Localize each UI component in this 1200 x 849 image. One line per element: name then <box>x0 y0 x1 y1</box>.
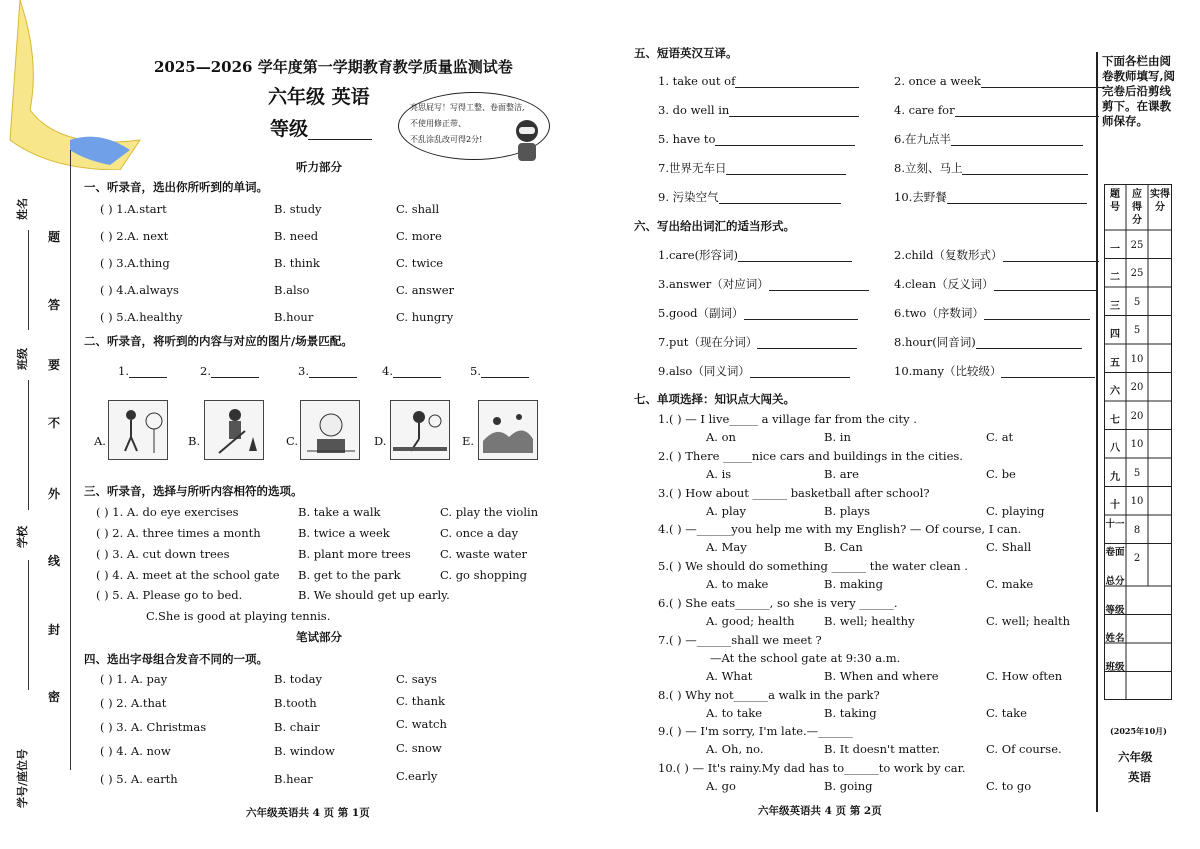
option-a: A. play <box>706 504 747 518</box>
word-form-item: 4.clean（反义词） <box>894 277 1098 291</box>
option-b: B. need <box>274 229 319 243</box>
pic-label: D. <box>374 434 387 448</box>
option-b: B. think <box>274 256 320 270</box>
row-number: 三 <box>1110 301 1120 312</box>
translate-item: 10.去野餐 <box>894 190 1087 204</box>
option-c: C. waste water <box>440 547 528 561</box>
q-stem: ( ) 1. A. do eye exercises <box>96 505 239 519</box>
row-number: 二 <box>1110 272 1120 283</box>
translate-item: 1. take out of <box>658 74 859 88</box>
option-b: B. making <box>824 577 883 591</box>
option-b: B. study <box>274 202 322 216</box>
side-label-class: 班级 <box>16 348 29 370</box>
eating-picture <box>300 400 360 460</box>
row-score: 2 <box>1133 553 1141 564</box>
mc-question: 4.( ) —______you help me with my English? — Of course, I can. <box>658 522 1022 536</box>
translate-item: 7.世界无车日 <box>658 161 846 175</box>
score-header: 实得分 <box>1150 189 1170 213</box>
seal-char: 密 <box>48 690 61 704</box>
row-score: 10 <box>1130 354 1144 365</box>
row-number: 四 <box>1110 329 1120 340</box>
word-form-item: 5.good（副词） <box>658 306 858 320</box>
section7-title: 七、单项选择：知识点大闯关。 <box>634 392 795 406</box>
q-stem: ( ) 4. A. now <box>100 744 171 758</box>
option-b: B. chair <box>274 720 320 734</box>
row-number: 一 <box>1110 244 1120 255</box>
pic-label: E. <box>462 434 475 448</box>
q-stem: ( ) 3.A.thing <box>100 256 170 270</box>
option-c: C. well; health <box>986 614 1071 628</box>
row-score: 25 <box>1130 240 1144 251</box>
section3-title: 三、听录音，选择与所听内容相符的选项。 <box>84 484 303 498</box>
row-number: 十一 <box>1105 519 1125 530</box>
word-form-item: 9.also（同义词） <box>658 364 850 378</box>
option-c: C. answer <box>396 283 455 297</box>
listening-title: 听力部分 <box>296 160 342 174</box>
row-score: 10 <box>1130 496 1144 507</box>
mc-question: 9.( ) — I'm sorry, I'm late.—______ <box>658 724 853 738</box>
mc-question: 1.( ) — I live_____ a village far from the city . <box>658 412 917 426</box>
option-a: A. May <box>706 540 747 554</box>
section6-title: 六、写出给出词汇的适当形式。 <box>634 219 795 233</box>
bubble-line: 不使用修正带、 <box>410 119 466 128</box>
row-number: 五 <box>1110 358 1120 369</box>
q-stem: ( ) 2. A.that <box>100 696 167 710</box>
word-form-item: 8.hour(同音词) <box>894 335 1082 349</box>
score-notice: 下面各栏由阅卷教师填写,阅完卷后沿剪线剪下。在课教师保存。 <box>1102 54 1176 128</box>
option-b: B. are <box>824 467 859 481</box>
seal-char: 线 <box>48 554 61 568</box>
option-c: C. be <box>986 467 1016 481</box>
level-label: 等级 <box>270 118 372 140</box>
option-a: A. good; health <box>706 614 795 628</box>
row-total: 总分 <box>1105 576 1125 587</box>
option-a: A. on <box>706 430 736 444</box>
mc-question: 2.( ) There _____nice cars and buildings in the cities. <box>658 449 963 463</box>
exam-title: 2025—2026 学年度第一学期教育教学质量监测试卷 <box>154 58 513 76</box>
option-c: C. shall <box>396 202 440 216</box>
option-a: A. What <box>706 669 753 683</box>
option-c: C. twice <box>396 256 444 270</box>
option-c: C. make <box>986 577 1034 591</box>
option-c: C. hungry <box>396 310 454 324</box>
q-stem: ( ) 4. A. meet at the school gate <box>96 568 280 582</box>
section2-title: 二、听录音，将听到的内容与对应的图片/场景匹配。 <box>84 334 353 348</box>
row-number: 八 <box>1110 443 1120 454</box>
q-stem: ( ) 1. A. pay <box>100 672 168 686</box>
option-c: C. at <box>986 430 1014 444</box>
translate-item: 3. do well in <box>658 103 859 117</box>
translate-item: 8.立刻、马上 <box>894 161 1088 175</box>
match-blank: 5. <box>470 364 529 378</box>
row-score: 5 <box>1133 297 1141 308</box>
q-stem: ( ) 5. A. Please go to bed. <box>96 588 243 602</box>
row-number: 卷面 <box>1105 547 1125 558</box>
mc-question: 8.( ) Why not______a walk in the park? <box>658 688 880 702</box>
translate-item: 2. once a week <box>894 74 1105 88</box>
option-b: B. taking <box>824 706 877 720</box>
score-header: 题号 <box>1110 189 1120 213</box>
page-footer: 六年级英语共 4 页 第 2页 <box>758 805 882 817</box>
option-b: B. take a walk <box>298 505 381 519</box>
bubble-line: 不乱涂乱改可得2分! <box>410 135 483 144</box>
option-c: C. take <box>986 706 1027 720</box>
row-name: 姓名 <box>1105 633 1125 644</box>
translate-item: 6.在九点半 <box>894 132 1083 146</box>
seal-char: 题 <box>48 230 61 244</box>
section5-title: 五、短语英汉互译。 <box>634 46 738 60</box>
side-label-seat: 学号/座位号 <box>16 748 29 808</box>
seal-char: 外 <box>48 487 61 501</box>
row-class: 班级 <box>1105 662 1125 673</box>
seal-char: 封 <box>48 623 61 637</box>
option-a: A. to take <box>706 706 763 720</box>
option-c: C. Of course. <box>986 742 1062 756</box>
option-b: B. It doesn't matter. <box>824 742 941 756</box>
row-score: 25 <box>1130 268 1144 279</box>
q-stem: ( ) 4.A.always <box>100 283 179 297</box>
word-form-item: 10.many（比较级） <box>894 364 1095 378</box>
match-blank: 1. <box>118 364 167 378</box>
q-stem: ( ) 5.A.healthy <box>100 310 183 324</box>
trash-picture <box>478 400 538 460</box>
q-stem: ( ) 5. A. earth <box>100 772 178 786</box>
mc-question: 7.( ) —______shall we meet ? <box>658 633 822 647</box>
row-score: 8 <box>1133 525 1141 536</box>
option-b: B.hour <box>274 310 314 324</box>
side-blank <box>28 380 29 510</box>
option-c: C. playing <box>986 504 1045 518</box>
seal-char: 不 <box>48 416 61 430</box>
walking-picture <box>108 400 168 460</box>
option-c: C. once a day <box>440 526 519 540</box>
mc-question-reply: —At the school gate at 9:30 a.m. <box>710 651 901 665</box>
match-blank: 3. <box>298 364 357 378</box>
option-b: B. today <box>274 672 323 686</box>
grade-subject: 六年级 英语 <box>268 86 370 108</box>
word-form-item: 2.child（复数形式） <box>894 248 1099 262</box>
seal-char: 答 <box>48 298 61 312</box>
translate-item: 4. care for <box>894 103 1099 117</box>
option-c: C. thank <box>396 694 445 708</box>
mc-question: 3.( ) How about ______ basketball after school? <box>658 486 930 500</box>
panel-subject: 英语 <box>1128 770 1151 784</box>
option-c: C. Shall <box>986 540 1032 554</box>
binding-line <box>70 150 71 770</box>
option-b: B. twice a week <box>298 526 390 540</box>
option-b: B. When and where <box>824 669 939 683</box>
option-b: B. going <box>824 779 873 793</box>
row-number: 七 <box>1110 415 1120 426</box>
row-level: 等级 <box>1105 605 1125 616</box>
translate-item: 5. have to <box>658 132 855 146</box>
seal-char: 要 <box>48 358 61 372</box>
option-b: B.hear <box>274 772 313 786</box>
side-label-school: 学校 <box>16 526 29 548</box>
row-score: 20 <box>1130 382 1144 393</box>
tennis-picture <box>390 400 450 460</box>
option-c: C. How often <box>986 669 1063 683</box>
option-a: A. is <box>706 467 732 481</box>
written-title: 笔试部分 <box>296 630 342 644</box>
side-blank <box>28 560 29 690</box>
option-c: C. more <box>396 229 442 243</box>
row-number: 十 <box>1110 500 1120 511</box>
option-b: B. in <box>824 430 851 444</box>
q-stem: ( ) 2.A. next <box>100 229 169 243</box>
option-b: B.also <box>274 283 310 297</box>
match-blank: 4. <box>382 364 441 378</box>
option-c: C. to go <box>986 779 1032 793</box>
section4-title: 四、选出字母组合发音不同的一项。 <box>84 652 268 666</box>
mc-question: 10.( ) — It's rainy.My dad has to______to work by car. <box>658 761 966 775</box>
word-form-item: 7.put（现在分词） <box>658 335 857 349</box>
option-b: B. We should get up early. <box>298 588 450 602</box>
side-blank <box>28 230 29 330</box>
q-stem: ( ) 1.A.start <box>100 202 167 216</box>
option-b: B. Can <box>824 540 863 554</box>
row-score: 20 <box>1130 411 1144 422</box>
option-a: A. Oh, no. <box>706 742 764 756</box>
option-a: A. go <box>706 779 736 793</box>
option-c: C. snow <box>396 741 442 755</box>
pic-label: C. <box>286 434 299 448</box>
cut-line <box>1096 52 1098 812</box>
bubble-line: 亮思屁写！写得工整、卷面整洁, <box>410 103 525 112</box>
option-b: B. well; healthy <box>824 614 915 628</box>
page-footer: 六年级英语共 4 页 第 1页 <box>246 807 370 819</box>
q-stem: ( ) 2. A. three times a month <box>96 526 261 540</box>
row-number: 九 <box>1110 472 1120 483</box>
word-form-item: 6.two（序数词） <box>894 306 1090 320</box>
side-label-name: 姓名 <box>16 198 29 220</box>
option-c: C. go shopping <box>440 568 528 582</box>
match-blank: 2. <box>200 364 259 378</box>
row-score: 5 <box>1133 468 1141 479</box>
row-score: 10 <box>1130 439 1144 450</box>
pic-label: A. <box>94 434 106 448</box>
mc-question: 5.( ) We should do something ______ the water clean . <box>658 559 968 573</box>
option-b: B. get to the park <box>298 568 401 582</box>
option-c: C.early <box>396 769 438 783</box>
planting-picture <box>204 400 264 460</box>
robot-icon <box>510 118 544 164</box>
exam-date: (2025年10月) <box>1110 726 1167 736</box>
option-b: B.tooth <box>274 696 317 710</box>
page-curl-decoration <box>0 0 150 170</box>
panel-grade: 六年级 <box>1118 750 1153 764</box>
q-stem: ( ) 3. A. Christmas <box>100 720 207 734</box>
word-form-item: 3.answer（对应词） <box>658 277 869 291</box>
option-b: B. window <box>274 744 335 758</box>
section1-title: 一、听录音，选出你所听到的单词。 <box>84 180 268 194</box>
row-number: 六 <box>1110 386 1120 397</box>
option-c: C.She is good at playing tennis. <box>146 609 331 623</box>
option-c: C. watch <box>396 717 447 731</box>
translate-item: 9. 污染空气 <box>658 190 841 204</box>
option-c: C. says <box>396 672 437 686</box>
q-stem: ( ) 3. A. cut down trees <box>96 547 230 561</box>
option-b: B. plant more trees <box>298 547 411 561</box>
option-b: B. plays <box>824 504 871 518</box>
option-c: C. play the violin <box>440 505 539 519</box>
mc-question: 6.( ) She eats______, so she is very ______. <box>658 596 898 610</box>
option-a: A. to make <box>706 577 769 591</box>
score-header: 应得分 <box>1132 189 1142 226</box>
pic-label: B. <box>188 434 201 448</box>
row-score: 5 <box>1133 325 1141 336</box>
word-form-item: 1.care(形容词) <box>658 248 852 262</box>
